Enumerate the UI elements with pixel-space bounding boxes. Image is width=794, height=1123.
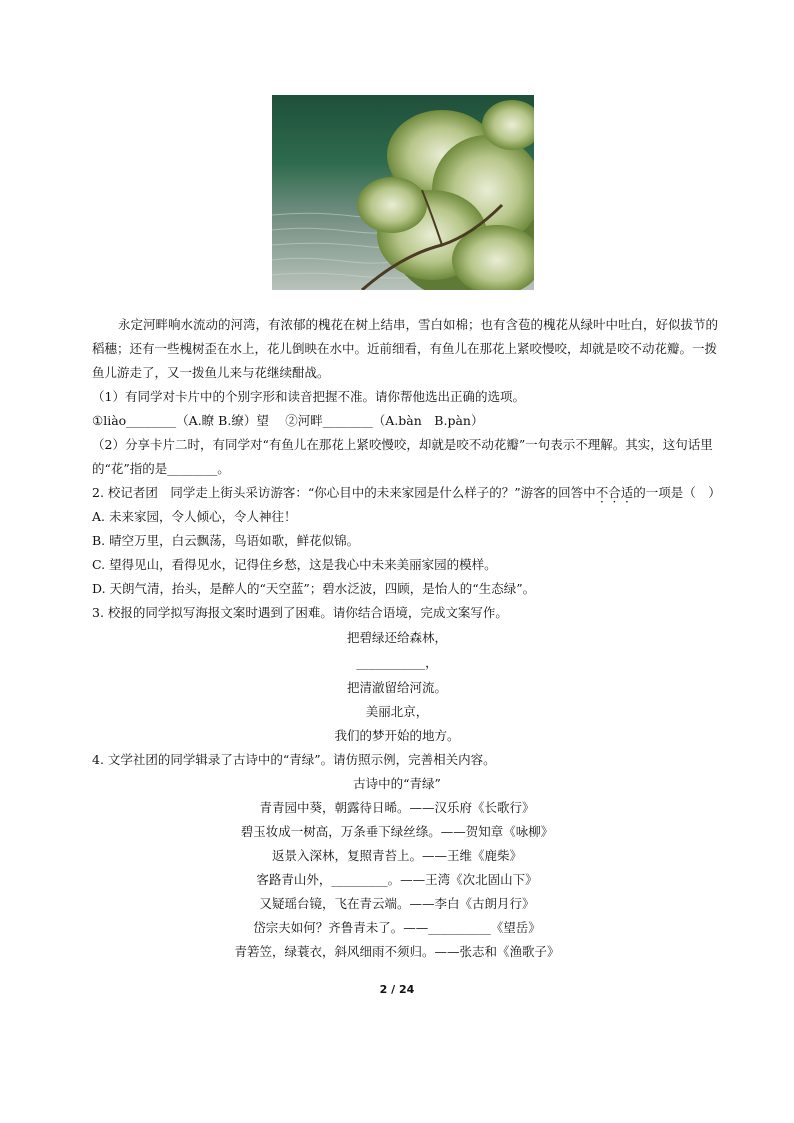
- poem-line-2: 碧玉妆成一树高，万条垂下绿丝绦。——贺知章《咏柳》: [240, 824, 554, 839]
- river-locust-tree-photo: [272, 95, 534, 290]
- poster-line-5: 我们的梦开始的地方。: [334, 728, 460, 743]
- q2-option-b: B. 晴空万里，白云飘荡，鸟语如歌，鲜花似锦。: [92, 533, 360, 548]
- q2-stem: [92, 485, 721, 501]
- q2-stem-start: 2. 校记者团 同学走上街头采访游客：“你心目中的未来家园是什么样子的？”游客的回答中: [92, 485, 596, 500]
- q2-option-a: A. 未来家园，令人倾心，令人神往！: [92, 509, 297, 524]
- photo-illustration: [272, 95, 534, 290]
- passage-line-3: 鱼儿游走了，又一拨鱼儿来与花继续酣战。: [92, 365, 330, 380]
- poster-line-1: 把碧绿还给森林，: [346, 630, 447, 645]
- emphasis-char-2: 合: [608, 485, 621, 500]
- passage-line-1: 永定河畔响水流动的河湾，有浓郁的槐花在树上结串，雪白如棉；也有含苞的槐花从绿叶中吐白，好似拔节的: [118, 317, 719, 332]
- emphasis-char-1: 不: [595, 485, 609, 500]
- poster-line-4: 美丽北京，: [365, 704, 429, 719]
- poster-blank-line: ___________，: [356, 655, 438, 670]
- poem-line-7: 青箬笠，绿蓑衣，斜风细雨不须归。——张志和《渔歌子》: [234, 944, 560, 959]
- passage-line-2: 稻穗；还有一些槐树歪在水上，花儿倒映在水中。近前细看，有鱼儿在那花上紧咬慢咬，却就是咬不动花瓣。一拨: [92, 341, 718, 356]
- q1-sub2-line1: （2）分享卡片二时，有同学对“有鱼儿在那花上紧咬慢咬，却就是咬不动花瓣”一句表示不理解。其实，这句话里: [92, 437, 713, 452]
- q2-option-d: D. 天朗气清，抬头，是醉人的“天空蓝”；碧水泛波，四顾，是怡人的“生态绿”。: [92, 581, 536, 596]
- poems-title: 古诗中的“青绿”: [353, 776, 441, 791]
- q3-stem: 3. 校报的同学拟写海报文案时遇到了困难。请你结合语境，完成文案写作。: [92, 605, 508, 620]
- page-number: 2 / 24: [379, 983, 415, 996]
- q1-sub2-line2: 的“花”指的是________。: [92, 461, 230, 476]
- poem-line-6: 岱宗夫如何？齐鲁青未了。——__________《望岳》: [253, 920, 541, 935]
- poem-line-5: 又疑瑶台镜，飞在青云端。——李白《古朗月行》: [259, 896, 535, 911]
- poem-line-4: 客路青山外，_________。——王湾《次北固山下》: [256, 872, 538, 887]
- q1-sub1: （1）有同学对卡片中的个别字形和读音把握不准。请你帮他选出正确的选项。: [92, 389, 525, 404]
- emphasis-char-3: 适: [620, 485, 634, 500]
- poem-line-1: 青青园中葵，朝露待日晞。——汉乐府《长歌行》: [259, 800, 535, 815]
- poster-line-3: 把清澈留给河流。: [346, 680, 447, 695]
- q1-options: ①liào________（A.瞭 B.缭）望 ②河畔________（A.bàn B.pàn）: [92, 413, 484, 428]
- q2-option-c: C. 望得见山，看得见水，记得住乡愁，这是我心中未来美丽家园的模样。: [92, 557, 497, 572]
- q4-stem: 4. 文学社团的同学辑录了古诗中的“青绿”。请仿照示例，完善相关内容。: [92, 752, 496, 767]
- poem-line-3: 返景入深林，复照青苔上。——王维《鹿柴》: [271, 848, 522, 863]
- q2-stem-end: 的一项是（ ）: [633, 485, 721, 500]
